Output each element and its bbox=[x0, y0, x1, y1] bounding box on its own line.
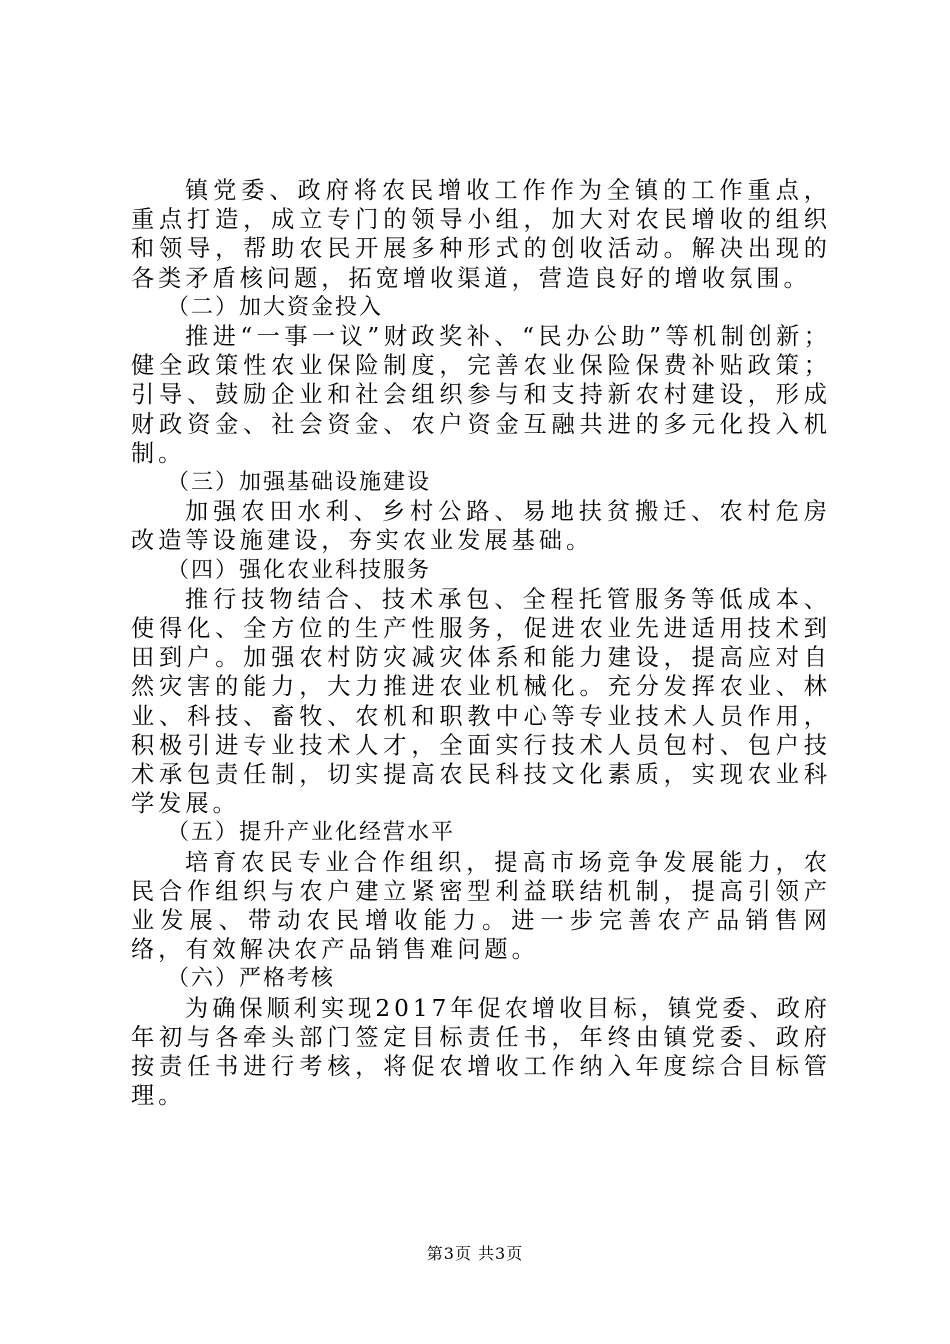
body-paragraph-3: 加强农田水利、乡村公路、易地扶贫搬迁、农村危房改造等设施建设，夯实农业发展基础。 bbox=[131, 498, 831, 555]
body-paragraph-5: 培育农民专业合作组织，提高市场竞争发展能力，农民合作组织与农户建立紧密型利益联结机制，提高引领产业发展、带动农民增收能力。进一步完善农产品销售网络，有效解决农产品销售难问题。 bbox=[131, 848, 831, 964]
section-heading-4: （四）强化农业科技服务 bbox=[167, 557, 432, 583]
page-footer: 第3页 共3页 bbox=[426, 1244, 524, 1263]
body-paragraph-1: 镇党委、政府将农民增收工作作为全镇的工作重点，重点打造，成立专门的领导小组，加大对农民增收的组织和领导，帮助农民开展多种形式的创收活动。解决出现的各类矛盾核问题，拓宽增收渠道，营造良好的增收氛围。 bbox=[131, 177, 831, 292]
document-body bbox=[131, 176, 831, 1111]
body-paragraph-2: 推进“一事一议”财政奖补、“民办公助”等机制创新；健全政策性农业保险制度，完善农业保险保费补贴政策；引导、鼓励企业和社会组织参与和支持新农村建设，形成财政资金、社会资金、农户资金互融共进的多元化投入机制。 bbox=[131, 323, 831, 467]
body-paragraph-6: 为确保顺利实现2017年促农增收目标，镇党委、政府年初与各牵头部门签定目标责任书，年终由镇党委、政府按责任书进行考核，将促农增收工作纳入年度综合目标管理。 bbox=[131, 994, 831, 1110]
section-heading-6: （六）严格考核 bbox=[167, 966, 336, 992]
section-heading-3: （三）加强基础设施建设 bbox=[167, 470, 432, 496]
body-paragraph-4: 推行技物结合、技术承包、全程托管服务等低成本、使得化、全方位的生产性服务，促进农业先进适用技术到田到户。加强农村防灾减灾体系和能力建设，提高应对自然灾害的能力，大力推进农业机械化。充分发挥农业、林业、科技、畜牧、农机和职教中心等专业技术人员作用，积极引进专业技术人才，全面实行技术人员包村、包户技术承包责任制，切实提高农民科技文化素质，实现农业科学发展。 bbox=[131, 585, 831, 818]
section-heading-5: （五）提升产业化经营水平 bbox=[167, 820, 456, 846]
section-heading-2: （二）加大资金投入 bbox=[167, 294, 384, 320]
